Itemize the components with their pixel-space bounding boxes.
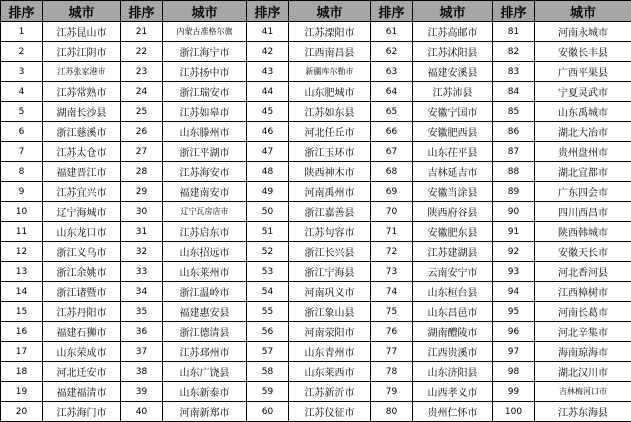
city-cell: 湖南长沙县 bbox=[43, 102, 121, 122]
city-cell: 浙江瑞安市 bbox=[163, 82, 247, 102]
table-row bbox=[1, 322, 631, 342]
rank-cell: 45 bbox=[247, 102, 289, 122]
city-cell: 江苏昆山市 bbox=[43, 22, 121, 42]
rank-cell: 54 bbox=[247, 282, 289, 302]
rank-cell: 6 bbox=[1, 122, 43, 142]
rank-cell: 59 bbox=[247, 382, 289, 402]
rank-cell: 98 bbox=[493, 362, 535, 382]
table-row bbox=[1, 22, 631, 42]
rank-cell: 84 bbox=[493, 82, 535, 102]
rank-header: 排序 bbox=[121, 1, 163, 22]
city-cell: 广东四会市 bbox=[535, 182, 631, 202]
table-row bbox=[1, 202, 631, 222]
rank-cell: 99 bbox=[493, 382, 535, 402]
city-cell: 山东昌邑市 bbox=[413, 302, 493, 322]
rank-cell: 29 bbox=[121, 182, 163, 202]
city-cell: 山东滕州市 bbox=[163, 122, 247, 142]
city-cell: 浙江余姚市 bbox=[43, 262, 121, 282]
rank-cell: 55 bbox=[247, 302, 289, 322]
city-cell: 山东肥城市 bbox=[289, 82, 371, 102]
rank-cell: 42 bbox=[247, 42, 289, 62]
rank-cell: 15 bbox=[1, 302, 43, 322]
city-header: 城市 bbox=[43, 1, 121, 22]
rank-cell: 23 bbox=[121, 62, 163, 82]
city-cell: 福建福清市 bbox=[43, 382, 121, 402]
rank-cell: 24 bbox=[121, 82, 163, 102]
rank-cell: 49 bbox=[247, 182, 289, 202]
rank-cell: 82 bbox=[493, 42, 535, 62]
city-cell: 江苏建湖县 bbox=[413, 242, 493, 262]
city-cell: 江苏海安市 bbox=[163, 162, 247, 182]
city-cell: 河南荥阳市 bbox=[289, 322, 371, 342]
city-cell: 江苏太仓市 bbox=[43, 142, 121, 162]
city-cell: 江西南昌县 bbox=[289, 42, 371, 62]
city-cell: 江西樟树市 bbox=[535, 282, 631, 302]
rank-cell: 37 bbox=[121, 342, 163, 362]
rank-cell: 48 bbox=[247, 162, 289, 182]
rank-cell: 38 bbox=[121, 362, 163, 382]
city-cell: 新疆库尔勒市 bbox=[289, 62, 371, 82]
rank-cell: 51 bbox=[247, 222, 289, 242]
rank-cell: 52 bbox=[247, 242, 289, 262]
rank-cell: 86 bbox=[493, 122, 535, 142]
rank-cell: 75 bbox=[371, 302, 413, 322]
rank-cell: 20 bbox=[1, 402, 43, 422]
city-cell: 江苏沭阳县 bbox=[413, 42, 493, 62]
city-cell: 江苏常熟市 bbox=[43, 82, 121, 102]
rank-cell: 66 bbox=[371, 122, 413, 142]
city-cell: 安徽当涂县 bbox=[413, 182, 493, 202]
rank-cell: 72 bbox=[371, 242, 413, 262]
city-cell: 浙江宁海县 bbox=[289, 262, 371, 282]
rank-cell: 91 bbox=[493, 222, 535, 242]
header-row bbox=[1, 1, 631, 22]
city-cell: 辽宁海城市 bbox=[43, 202, 121, 222]
city-cell: 安徽天长市 bbox=[535, 242, 631, 262]
city-cell: 河北任丘市 bbox=[289, 122, 371, 142]
city-cell: 江苏宜兴市 bbox=[43, 182, 121, 202]
city-cell: 山东荣成市 bbox=[43, 342, 121, 362]
rank-cell: 31 bbox=[121, 222, 163, 242]
table-row bbox=[1, 382, 631, 402]
rank-cell: 96 bbox=[493, 322, 535, 342]
city-cell: 浙江玉环市 bbox=[289, 142, 371, 162]
rank-cell: 77 bbox=[371, 342, 413, 362]
city-cell: 陕西府谷县 bbox=[413, 202, 493, 222]
rank-cell: 13 bbox=[1, 262, 43, 282]
city-cell: 山东新泰市 bbox=[163, 382, 247, 402]
rank-cell: 32 bbox=[121, 242, 163, 262]
city-cell: 江苏如皋市 bbox=[163, 102, 247, 122]
city-cell: 江苏丹阳市 bbox=[43, 302, 121, 322]
city-cell: 安徽肥东县 bbox=[413, 222, 493, 242]
rank-cell: 35 bbox=[121, 302, 163, 322]
city-cell: 浙江平湖市 bbox=[163, 142, 247, 162]
rank-cell: 70 bbox=[371, 202, 413, 222]
rank-cell: 16 bbox=[1, 322, 43, 342]
city-cell: 江苏溧阳市 bbox=[289, 22, 371, 42]
city-cell: 山东龙口市 bbox=[43, 222, 121, 242]
city-cell: 江苏启东市 bbox=[163, 222, 247, 242]
rank-cell: 30 bbox=[121, 202, 163, 222]
city-cell: 山东济阳县 bbox=[413, 362, 493, 382]
city-cell: 辽宁瓦房店市 bbox=[163, 202, 247, 222]
rank-cell: 40 bbox=[121, 402, 163, 422]
rank-cell: 76 bbox=[371, 322, 413, 342]
table-row bbox=[1, 282, 631, 302]
city-cell: 浙江温岭市 bbox=[163, 282, 247, 302]
city-cell: 河南巩义市 bbox=[289, 282, 371, 302]
city-cell: 江苏海门市 bbox=[43, 402, 121, 422]
city-cell: 江苏扬中市 bbox=[163, 62, 247, 82]
city-cell: 贵州盘州市 bbox=[535, 142, 631, 162]
city-cell: 河北辛集市 bbox=[535, 322, 631, 342]
city-cell: 江苏邳州市 bbox=[163, 342, 247, 362]
city-cell: 湖北宜都市 bbox=[535, 162, 631, 182]
rank-cell: 34 bbox=[121, 282, 163, 302]
city-cell: 山东莱西市 bbox=[289, 362, 371, 382]
table-row bbox=[1, 242, 631, 262]
city-cell: 江苏高邮市 bbox=[413, 22, 493, 42]
table-row bbox=[1, 102, 631, 122]
table-row bbox=[1, 262, 631, 282]
rank-cell: 62 bbox=[371, 42, 413, 62]
table-row bbox=[1, 42, 631, 62]
rank-cell: 56 bbox=[247, 322, 289, 342]
city-cell: 浙江象山县 bbox=[289, 302, 371, 322]
rank-cell: 44 bbox=[247, 82, 289, 102]
city-cell: 浙江海宁市 bbox=[163, 42, 247, 62]
city-header: 城市 bbox=[163, 1, 247, 22]
rank-cell: 19 bbox=[1, 382, 43, 402]
city-cell: 陕西神木市 bbox=[289, 162, 371, 182]
rank-cell: 57 bbox=[247, 342, 289, 362]
rank-cell: 11 bbox=[1, 222, 43, 242]
city-cell: 山东招远市 bbox=[163, 242, 247, 262]
rank-cell: 65 bbox=[371, 102, 413, 122]
table-row bbox=[1, 142, 631, 162]
table-row bbox=[1, 122, 631, 142]
rank-cell: 17 bbox=[1, 342, 43, 362]
rank-cell: 83 bbox=[493, 62, 535, 82]
rank-cell: 93 bbox=[493, 262, 535, 282]
table-row bbox=[1, 162, 631, 182]
city-cell: 浙江长兴县 bbox=[289, 242, 371, 262]
city-cell: 云南安宁市 bbox=[413, 262, 493, 282]
rank-header: 排序 bbox=[1, 1, 43, 22]
city-cell: 福建惠安县 bbox=[163, 302, 247, 322]
city-cell: 浙江德清县 bbox=[163, 322, 247, 342]
city-cell: 河南禹州市 bbox=[289, 182, 371, 202]
city-cell: 山东莱州市 bbox=[163, 262, 247, 282]
rank-cell: 78 bbox=[371, 362, 413, 382]
rank-cell: 47 bbox=[247, 142, 289, 162]
table-row bbox=[1, 222, 631, 242]
city-cell: 江苏张家港市 bbox=[43, 62, 121, 82]
city-cell: 福建晋江市 bbox=[43, 162, 121, 182]
table-row bbox=[1, 342, 631, 362]
rank-cell: 12 bbox=[1, 242, 43, 262]
rank-cell: 50 bbox=[247, 202, 289, 222]
city-cell: 湖南醴陵市 bbox=[413, 322, 493, 342]
rank-cell: 63 bbox=[371, 62, 413, 82]
rank-cell: 28 bbox=[121, 162, 163, 182]
rank-cell: 9 bbox=[1, 182, 43, 202]
rank-cell: 61 bbox=[371, 22, 413, 42]
city-cell: 浙江义乌市 bbox=[43, 242, 121, 262]
rank-cell: 33 bbox=[121, 262, 163, 282]
city-cell: 安徽长丰县 bbox=[535, 42, 631, 62]
rank-cell: 68 bbox=[371, 162, 413, 182]
city-cell: 浙江诸暨市 bbox=[43, 282, 121, 302]
rank-cell: 53 bbox=[247, 262, 289, 282]
city-cell: 河北香河县 bbox=[535, 262, 631, 282]
city-cell: 宁夏灵武市 bbox=[535, 82, 631, 102]
city-cell: 吉林梅河口市 bbox=[535, 382, 631, 402]
rank-cell: 8 bbox=[1, 162, 43, 182]
rank-cell: 89 bbox=[493, 182, 535, 202]
city-cell: 河南永城市 bbox=[535, 22, 631, 42]
city-cell: 山东广饶县 bbox=[163, 362, 247, 382]
city-cell: 吉林延吉市 bbox=[413, 162, 493, 182]
rank-cell: 97 bbox=[493, 342, 535, 362]
city-cell: 江苏仪征市 bbox=[289, 402, 371, 422]
city-cell: 海南琼海市 bbox=[535, 342, 631, 362]
rank-cell: 79 bbox=[371, 382, 413, 402]
city-cell: 湖北汉川市 bbox=[535, 362, 631, 382]
rank-cell: 92 bbox=[493, 242, 535, 262]
rank-cell: 64 bbox=[371, 82, 413, 102]
rank-cell: 95 bbox=[493, 302, 535, 322]
rank-cell: 10 bbox=[1, 202, 43, 222]
table-row bbox=[1, 182, 631, 202]
city-cell: 福建石狮市 bbox=[43, 322, 121, 342]
rank-cell: 85 bbox=[493, 102, 535, 122]
city-cell: 江苏东海县 bbox=[535, 402, 631, 422]
city-cell: 河南长葛市 bbox=[535, 302, 631, 322]
city-cell: 山东青州市 bbox=[289, 342, 371, 362]
city-cell: 安徽肥西县 bbox=[413, 122, 493, 142]
rank-cell: 46 bbox=[247, 122, 289, 142]
rank-cell: 7 bbox=[1, 142, 43, 162]
rank-cell: 39 bbox=[121, 382, 163, 402]
rank-cell: 73 bbox=[371, 262, 413, 282]
rank-cell: 69 bbox=[371, 182, 413, 202]
city-cell: 江苏新沂市 bbox=[289, 382, 371, 402]
table-body bbox=[1, 22, 631, 422]
rank-cell: 14 bbox=[1, 282, 43, 302]
rank-cell: 100 bbox=[493, 402, 535, 422]
rank-cell: 18 bbox=[1, 362, 43, 382]
rank-cell: 88 bbox=[493, 162, 535, 182]
city-cell: 山西孝义市 bbox=[413, 382, 493, 402]
city-cell: 山东禹城市 bbox=[535, 102, 631, 122]
rank-cell: 74 bbox=[371, 282, 413, 302]
rank-header: 排序 bbox=[493, 1, 535, 22]
city-cell: 湖北大冶市 bbox=[535, 122, 631, 142]
city-cell: 江苏江阴市 bbox=[43, 42, 121, 62]
city-cell: 广西平果县 bbox=[535, 62, 631, 82]
city-cell: 福建安溪县 bbox=[413, 62, 493, 82]
rank-cell: 41 bbox=[247, 22, 289, 42]
rank-header: 排序 bbox=[371, 1, 413, 22]
rank-cell: 4 bbox=[1, 82, 43, 102]
rank-cell: 81 bbox=[493, 22, 535, 42]
city-cell: 江西贵溪市 bbox=[413, 342, 493, 362]
rank-cell: 71 bbox=[371, 222, 413, 242]
city-cell: 四川西昌市 bbox=[535, 202, 631, 222]
city-cell: 安徽宁国市 bbox=[413, 102, 493, 122]
city-cell: 浙江嘉善县 bbox=[289, 202, 371, 222]
city-cell: 河北迁安市 bbox=[43, 362, 121, 382]
rank-cell: 1 bbox=[1, 22, 43, 42]
city-cell: 河南新郑市 bbox=[163, 402, 247, 422]
city-cell: 内蒙古准格尔旗 bbox=[163, 22, 247, 42]
city-cell: 江苏沛县 bbox=[413, 82, 493, 102]
table-row bbox=[1, 402, 631, 422]
rank-cell: 80 bbox=[371, 402, 413, 422]
rank-header: 排序 bbox=[247, 1, 289, 22]
city-header: 城市 bbox=[413, 1, 493, 22]
rank-cell: 36 bbox=[121, 322, 163, 342]
city-cell: 浙江慈溪市 bbox=[43, 122, 121, 142]
city-cell: 福建南安市 bbox=[163, 182, 247, 202]
rank-cell: 58 bbox=[247, 362, 289, 382]
city-cell: 江苏如东县 bbox=[289, 102, 371, 122]
rank-cell: 87 bbox=[493, 142, 535, 162]
table-row bbox=[1, 82, 631, 102]
city-cell: 山东茌平县 bbox=[413, 142, 493, 162]
city-header: 城市 bbox=[535, 1, 631, 22]
rank-cell: 5 bbox=[1, 102, 43, 122]
city-cell: 贵州仁怀市 bbox=[413, 402, 493, 422]
rank-cell: 3 bbox=[1, 62, 43, 82]
city-header: 城市 bbox=[289, 1, 371, 22]
rank-cell: 21 bbox=[121, 22, 163, 42]
table-row bbox=[1, 302, 631, 322]
city-cell: 山东桓台县 bbox=[413, 282, 493, 302]
rank-cell: 94 bbox=[493, 282, 535, 302]
rank-cell: 26 bbox=[121, 122, 163, 142]
city-cell: 江苏句容市 bbox=[289, 222, 371, 242]
rank-cell: 27 bbox=[121, 142, 163, 162]
rank-cell: 90 bbox=[493, 202, 535, 222]
rank-cell: 67 bbox=[371, 142, 413, 162]
rank-cell: 2 bbox=[1, 42, 43, 62]
rank-cell: 43 bbox=[247, 62, 289, 82]
rank-cell: 22 bbox=[121, 42, 163, 62]
table-row bbox=[1, 62, 631, 82]
table-row bbox=[1, 362, 631, 382]
city-cell: 陕西韩城市 bbox=[535, 222, 631, 242]
rank-cell: 25 bbox=[121, 102, 163, 122]
rank-cell: 60 bbox=[247, 402, 289, 422]
